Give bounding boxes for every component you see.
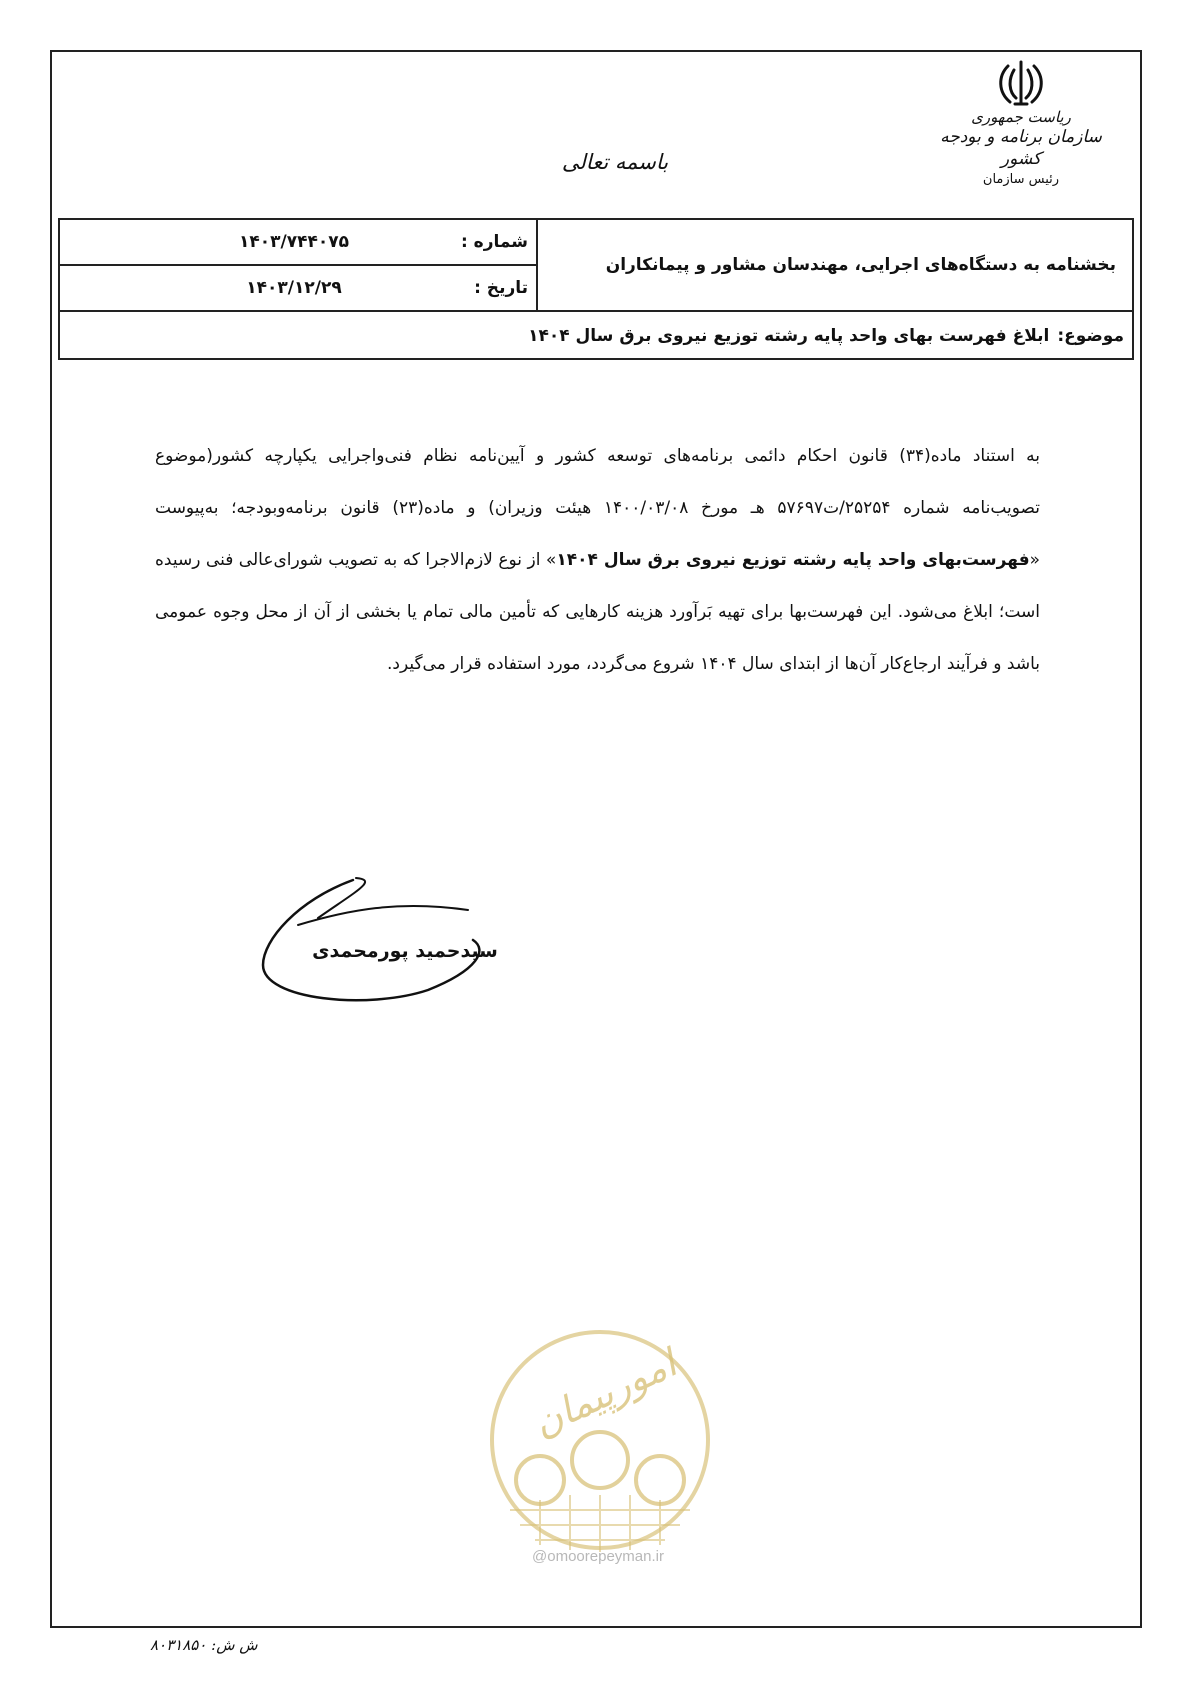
org-presidency: ریاست جمهوری [971, 108, 1071, 126]
watermark-logo [480, 1320, 720, 1560]
meta-cell [60, 220, 538, 310]
svg-text:امورپیمان: امورپیمان [526, 1341, 683, 1446]
number-label: شماره : [460, 232, 528, 252]
info-top-row [60, 220, 1132, 312]
footer-code: ش ش: ۸۰۳۱۸۵۰ [150, 1636, 258, 1654]
subject-value: ابلاغ فهرست بهای واحد پایه رشته توزیع نیروی برق سال ۱۴۰۴ [528, 326, 1050, 346]
watermark-url: @omoorepeyman.ir [532, 1548, 664, 1565]
body-text-part1: به استناد ماده(۳۴) قانون احکام دائمی برنامه‌های توسعه کشور و آیین‌نامه نظام فنی‌واجرایی یکپارچه کشور(موضوع تصویب‌نامه شماره ۲۵۲۵۴/ت۵۷۶۹۷ هـ مورخ ۱۴۰۰/۰۳/۰۸ هیئت وزیران) و ماده(۲۳) قانون برنامه‌وبودجه؛ به‌پیوست « [155, 446, 1041, 570]
org-name: سازمان برنامه و بودجه کشور [940, 127, 1102, 169]
watermark-seal-icon [480, 1320, 720, 1560]
body-text-part2: » از نوع لازم‌الاجرا که به تصویب شورای‌عالی فنی رسیده است؛ ابلاغ می‌شود. این فهرست‌بها برای تهیه بَرآورد هزینه کارهایی که تأمین مالی تمام یا بخشی از آن از محل وجوه عمومی باشد و فرآیند ارجاع‌کار آن‌ها از ابتدای سال ۱۴۰۴ شروع می‌گردد، مورد استفاده قرار می‌گیرد. [155, 550, 1040, 674]
addressee: بخشنامه به دستگاه‌های اجرایی، مهندسان مشاور و پیمانکاران [536, 220, 1132, 310]
number-row [60, 220, 538, 266]
subject-row [60, 312, 1132, 360]
signer-name: سیدحمید پورمحمدی [312, 940, 498, 962]
org-head-title: رئیس سازمان [982, 172, 1060, 187]
subject-label: موضوع: [1057, 326, 1124, 346]
date-value: ۱۴۰۳/۱۲/۲۹ [246, 278, 342, 298]
body-bold-title: فهرست‌بهای واحد پایه رشته توزیع نیروی برق سال ۱۴۰۴ [556, 550, 1030, 570]
date-row [60, 266, 538, 310]
basmala: باسمه تعالی [561, 150, 669, 174]
date-label: تاریخ : [474, 278, 528, 298]
letter-info-table [58, 218, 1134, 360]
letterhead [921, 58, 1121, 190]
body-paragraph [155, 430, 1040, 690]
iran-emblem-icon [994, 58, 1048, 108]
number-value: ۱۴۰۳/۷۴۴۰۷۵ [239, 232, 349, 252]
